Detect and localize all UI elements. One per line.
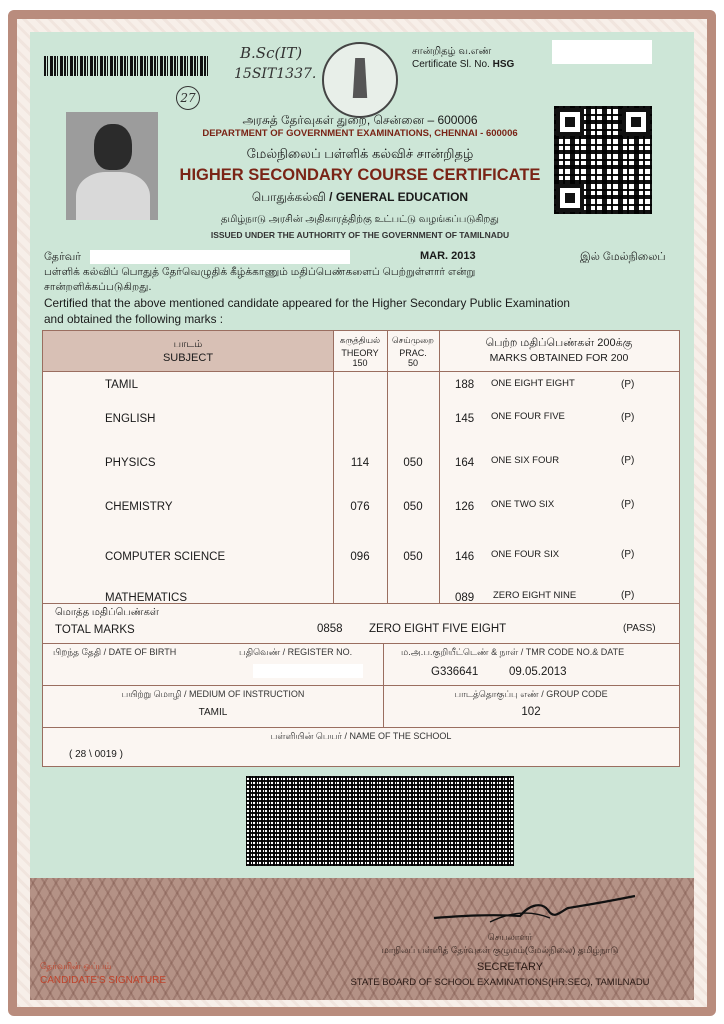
subject-name: PHYSICS [105, 457, 156, 469]
marks-table [42, 330, 680, 767]
subject-words: ZERO EIGHT NINE [493, 590, 577, 601]
total-label-english: TOTAL MARKS [55, 624, 135, 636]
total-result: (PASS) [623, 623, 656, 634]
medium-value: TAMIL [198, 707, 228, 718]
education-line [180, 190, 540, 206]
theory-header-english: THEORY [341, 348, 379, 358]
total-label-tamil: மொத்த மதிப்பெண்கள் [55, 607, 159, 618]
total-words: ZERO EIGHT FIVE EIGHT [369, 623, 507, 635]
subject-result: (P) [621, 412, 635, 423]
school-label: பள்ளியின் பெயர் / NAME OF THE SCHOOL [270, 731, 452, 741]
subject-header-band [43, 331, 333, 371]
subject-name: TAMIL [105, 379, 139, 391]
subject-result: (P) [621, 455, 635, 466]
secretary-title: SECRETARY [476, 961, 544, 973]
subject-name: COMPUTER SCIENCE [105, 551, 226, 563]
subject-prac: 050 [403, 501, 423, 513]
subject-words: ONE FOUR SIX [491, 549, 560, 560]
subject-total: 126 [455, 501, 475, 513]
subject-header-tamil: பாடம் [173, 339, 203, 350]
handwritten-course: B.Sc(IT) [240, 44, 303, 62]
tmr-code: G336641 [431, 666, 479, 678]
certify-line3: சான்றளிக்கப்படுகிறது. [44, 281, 152, 293]
subject-result: (P) [621, 379, 635, 390]
prac-header-max: 50 [407, 358, 418, 368]
subject-name: MATHEMATICS [105, 592, 187, 604]
education-english: / GENERAL EDUCATION [329, 190, 469, 204]
medium-label: பயிற்று மொழி / MEDIUM OF INSTRUCTION [121, 689, 305, 699]
secretary-tamil-title: செயலாளர் [487, 932, 533, 942]
candidate-photo [66, 112, 158, 220]
subject-header-english: SUBJECT [162, 352, 214, 364]
subject-total: 146 [455, 551, 475, 563]
education-tamil: பொதுக்கல்வி [251, 190, 326, 204]
secretary-signature [430, 892, 640, 932]
dept-english: DEPARTMENT OF GOVERNMENT EXAMINATIONS, CHENNAI - 600006 [202, 128, 518, 139]
subject-prac: 050 [403, 551, 423, 563]
tmr-date: 09.05.2013 [509, 666, 567, 678]
prac-header-english: PRAC. [399, 348, 427, 358]
subject-name: CHEMISTRY [105, 501, 173, 513]
subject-theory: 096 [350, 551, 370, 563]
handwritten-number: 15SIT1337. [234, 66, 317, 82]
cert-no-tamil: சான்றிதழ் வ.எண் [412, 46, 492, 57]
regno-label: பதிவெண் / REGISTER NO. [239, 647, 353, 657]
cert-no-prefix: HSG [492, 59, 515, 70]
title-tamil: மேல்நிலைப் பள்ளிக் கல்விச் சான்றிதழ் [246, 146, 474, 161]
group-label: பாடத்தொகுப்பு எண் / GROUP CODE [454, 689, 608, 699]
certify-prefix: தேர்வர் [44, 251, 81, 263]
school-code: ( 28 \ 0019 ) [69, 749, 123, 760]
subject-total: 089 [455, 592, 475, 604]
cert-no-label: Certificate Sl. No. [412, 59, 490, 70]
qr-code [554, 106, 652, 214]
subject-words: ONE TWO SIX [491, 499, 555, 510]
certify-line2: பள்ளிக் கல்விப் பொதுத் தேர்வெழுதிக் கீழ்க்காணும் மதிப்பெண்களைப் பெற்றுள்ளார் என்று [44, 266, 476, 278]
subject-words: ONE SIX FOUR [491, 455, 560, 466]
authority-english: ISSUED UNDER THE AUTHORITY OF THE GOVERNMENT OF TAMILNADU [210, 230, 510, 240]
dept-tamil: அரசுத் தேர்வுகள் துறை, சென்னை – 600006 [242, 113, 478, 127]
group-value: 102 [521, 706, 541, 718]
dob-label: பிறந்த தேதி / DATE OF BIRTH [53, 647, 177, 657]
candidate-signature-tamil: தேர்வரின் ஒப்பம் [40, 961, 112, 971]
redacted-serial [552, 40, 652, 64]
subject-total: 164 [455, 457, 475, 469]
subject-theory: 114 [350, 457, 370, 469]
security-barcode [246, 776, 514, 866]
theory-header-tamil: கருத்தியல் [339, 335, 381, 345]
tamilnadu-emblem-icon [322, 42, 398, 118]
subject-result: (P) [621, 499, 635, 510]
subject-result: (P) [621, 590, 635, 601]
theory-header-max: 150 [352, 358, 368, 368]
prac-header-tamil: செய்முறை [392, 335, 434, 345]
subject-total: 145 [455, 413, 475, 425]
subject-words: ONE EIGHT EIGHT [491, 378, 575, 389]
authority-tamil: தமிழ்நாடு அரசின் அதிகாரத்திற்கு உட்பட்டு வழங்கப்படுகிறது [221, 214, 499, 225]
certify-suffix: இல் மேல்நிலைப் [580, 251, 666, 263]
subject-name: ENGLISH [105, 413, 156, 425]
certify-english-line1: Certified that the above mentioned candidate appeared for the Higher Secondary Public Examination [44, 296, 570, 310]
subject-words: ONE FOUR FIVE [491, 411, 565, 422]
cert-no-line [412, 59, 514, 70]
tmr-label: ம.அ.ப.குறியீட்டெண் & நாள் / TMR CODE NO.& DATE [401, 647, 625, 657]
serial-barcode [44, 56, 210, 76]
redacted-register-no [253, 664, 363, 678]
subject-prac: 050 [403, 457, 423, 469]
marks-header-english: MARKS OBTAINED FOR 200 [489, 352, 629, 364]
candidate-signature-label: CANDIDATE'S SIGNATURE [40, 975, 166, 986]
exam-month: MAR. 2013 [420, 250, 476, 262]
marks-header-tamil: பெற்ற மதிப்பெண்கள் 200க்கு [485, 337, 633, 349]
total-value: 0858 [317, 623, 343, 635]
redacted-candidate-name [90, 250, 350, 264]
handwritten-circle-number: 27 [176, 86, 200, 110]
title-english: HIGHER SECONDARY COURSE CERTIFICATE [179, 166, 541, 184]
subject-theory: 076 [350, 501, 370, 513]
subject-total: 188 [455, 379, 475, 391]
secretary-tamil-board: மாநிலப் பள்ளித் தேர்வுகள் குழுமம்(மேல்நிலை) தமிழ்நாடு [381, 945, 619, 955]
certify-english-line2: and obtained the following marks : [44, 312, 224, 326]
board-name: STATE BOARD OF SCHOOL EXAMINATIONS(HR.SEC), TAMILNADU [350, 977, 650, 988]
subject-result: (P) [621, 549, 635, 560]
